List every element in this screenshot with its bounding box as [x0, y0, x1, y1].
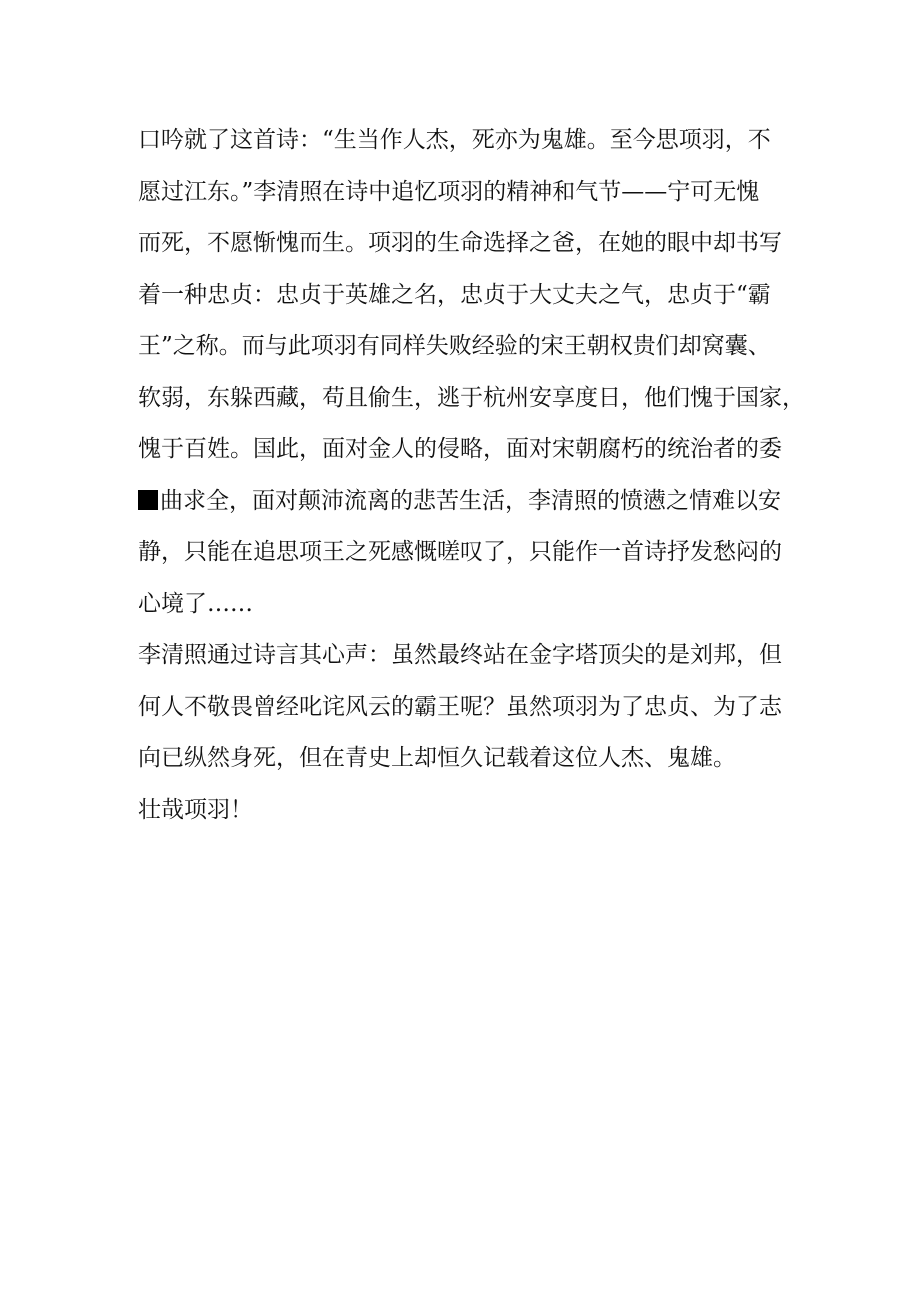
text-line: 曲求全，面对颠沛流离的悲苦生活，李清照的愤懑之情难以安 — [160, 487, 781, 514]
text-line: 何人不敬畏曾经叱诧风云的霸王呢？虽然项羽为了忠贞、为了志 — [138, 693, 782, 720]
text-line: 王”之称。而与此项羽有同样失败经验的宋王朝权贵们却窝囊、 — [138, 333, 771, 359]
text-line: 而死，不愿惭愧而生。项羽的生命选择之爸，在她的眼中却书写 — [138, 230, 782, 256]
text-line: 口吟就了这首诗：“生当作人杰，死亦为鬼雄。至今思项羽，不 — [138, 127, 771, 153]
text-line: 愧于百姓。国此，面对金人的侵略，面对宋朝腐朽的统治者的委 — [138, 436, 782, 462]
text-line: 李清照通过诗言其心声：虽然最终站在金字塔顶尖的是刘邦，但 — [138, 642, 782, 668]
text-line: 着一种忠贞：忠贞于英雄之名，忠贞于大丈夫之气，忠贞于“霸 — [138, 281, 771, 308]
text-line: 心境了…… — [138, 590, 253, 617]
text-line: 软弱，东躲西藏，苟且偷生，逃于杭州安享度日，他们愧于国家， — [138, 384, 805, 411]
text-line: 愿过江东。”李清照在诗中追忆项羽的精神和气节——宁可无愧 — [138, 178, 760, 205]
document-body — [138, 115, 805, 836]
text-line: 静，只能在追思项王之死感慨嗟叹了，只能作一首诗抒发愁闷的 — [138, 539, 782, 565]
paragraph-1 — [138, 115, 805, 630]
closing-line: 壮哉项羽！ — [138, 796, 253, 823]
text-line-with-redaction — [138, 476, 786, 528]
text-line: 向已纵然身死，但在青史上却恒久记载着这位人杰、鬼雄。 — [138, 745, 736, 771]
redacted-character-block — [138, 490, 158, 510]
paragraph-2 — [138, 630, 786, 785]
